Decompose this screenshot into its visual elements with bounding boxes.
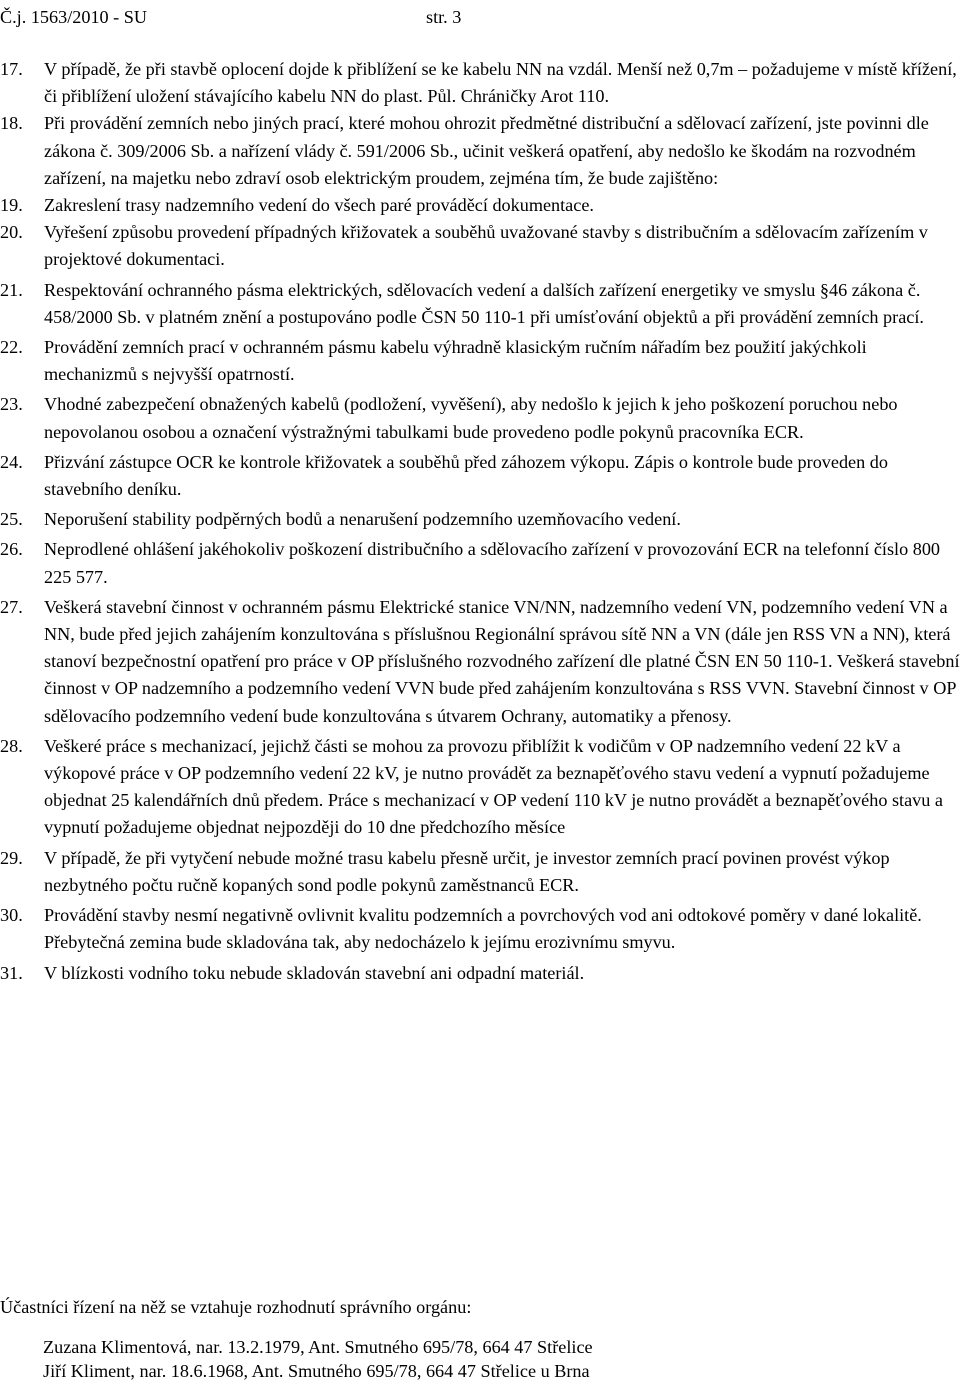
item-text: Neprodlené ohlášení jakéhokoliv poškození distribučního a sdělovacího zařízení v provozování ECR na telefonní číslo 800 225 577. bbox=[44, 539, 941, 587]
list-item bbox=[0, 192, 960, 219]
list-item bbox=[0, 845, 960, 899]
item-number: 26. bbox=[0, 539, 23, 560]
item-text: Zakreslení trasy nadzemního vedení do všech paré prováděcí dokumentace. bbox=[44, 195, 594, 216]
item-number: 27. bbox=[0, 596, 23, 617]
list-item bbox=[0, 110, 960, 192]
list-item bbox=[0, 594, 960, 730]
list-item bbox=[0, 56, 960, 110]
item-number: 22. bbox=[0, 337, 23, 358]
item-number: 30. bbox=[0, 905, 23, 926]
item-text: Provádění zemních prací v ochranném pásmu kabelu výhradně klasickým ručním nářadím bez použití jakýchkoli mechanizmů s nejvyšší opatrností. bbox=[44, 337, 867, 385]
participants-list bbox=[43, 1335, 960, 1383]
item-number: 18. bbox=[0, 113, 23, 134]
list-item bbox=[0, 219, 960, 273]
item-text: V blízkosti vodního toku nebude skladován stavební ani odpadní materiál. bbox=[44, 962, 585, 983]
item-text: Vhodné zabezpečení obnažených kabelů (podložení, vyvěšení), aby nedošlo k jejich k jeho poškození poruchou nebo nepovolanou osobou a označení výstražnými tabulkami bude provedeno podle pokynů pracovníka ECR. bbox=[44, 394, 898, 442]
item-text: Při provádění zemních nebo jiných prací, které mohou ohrozit předmětné distribuční a sdělovací zařízení, jste povinni dle zákona č. 309/2006 Sb. a nařízení vlády č. 591/2006 Sb., učinit veškerá opatření, aby nedošlo ke škodám na rozvodném zařízení, na majetku nebo zdraví osob elektrickým proudem, zejména tím, že bude zajištěno: bbox=[44, 113, 929, 188]
item-number: 31. bbox=[0, 962, 23, 983]
item-number: 21. bbox=[0, 279, 23, 300]
item-text: V případě, že při vytyčení nebude možné trasu kabelu přesně určit, je investor zemních prací povinen provést výkop nezbytného počtu ručně kopaných sond podle pokynů zaměstnanců ECR. bbox=[44, 847, 890, 895]
list-item bbox=[0, 277, 960, 331]
list-item bbox=[0, 536, 960, 590]
item-number: 17. bbox=[0, 59, 23, 79]
item-text: Veškeré práce s mechanizací, jejichž části se mohou za provozu přiblížit k vodičům v OP nadzemního vedení 22 kV a výkopové práce v OP podzemního vedení 22 kV, je nutno provádět za beznapěťového stavu vedení a vypnutí požadujeme objednat 25 kalendářních dnů předem. Práce s mechanizací v OP vedení 110 kV je nutno provádět a beznapěťového stavu a vypnutí požadujeme objednat nejpozději do 10 dne předchozího měsíce bbox=[44, 735, 943, 838]
list-item bbox=[0, 960, 960, 987]
page-header bbox=[0, 4, 960, 28]
conditions-list bbox=[0, 56, 960, 987]
item-number: 19. bbox=[0, 195, 23, 216]
item-number: 29. bbox=[0, 847, 23, 868]
list-item bbox=[0, 506, 960, 533]
item-text: Provádění stavby nesmí negativně ovlivnit kvalitu podzemních a povrchových vod ani odtokové poměry v dané lokalitě. Přebytečná zemina bude skladována tak, aby nedocházelo k jejímu erozivnímu smyvu. bbox=[44, 905, 922, 953]
item-number: 28. bbox=[0, 735, 23, 756]
item-text: Vyřešení způsobu provedení případných křižovatek a souběhů uvažované stavby s distribučním a sdělovacím zařízením v projektové dokumentaci. bbox=[44, 222, 928, 270]
item-text: Přizvání zástupce OCR ke kontrole křižovatek a souběhů před záhozem výkopu. Zápis o kontrole bude proveden do stavebního deníku. bbox=[44, 451, 888, 500]
list-item bbox=[0, 391, 960, 445]
participant: Jiří Kliment, nar. 18.6.1968, Ant. Smutného 695/78, 664 47 Střelice u Brna bbox=[43, 1361, 590, 1381]
item-number: 23. bbox=[0, 394, 23, 415]
item-number: 20. bbox=[0, 222, 23, 243]
list-item bbox=[0, 733, 960, 842]
item-text: Veškerá stavební činnost v ochranném pásmu Elektrické stanice VN/NN, nadzemního vedení VN, podzemního vedení VN a NN, bude před jejich zahájením konzultována s příslušnou Regionální správou sítě NN a VN (dále jen RSS VN a NN), která stanoví bezpečnostní opatření pro práce v OP příslušného rozvodného zařízení dle platné ČSN EN 50 110-1. Veškerá stavební činnost v OP nadzemního a podzemního vedení VVN bude před zahájením konzultována s RSS VVN. Stavební činnost v OP sdělovacího podzemního vedení bude konzultována s útvarem Ochrany, automatiky a přenosy. bbox=[44, 596, 960, 726]
item-text: Respektování ochranného pásma elektrických, sdělovacích vedení a dalších zařízení energetiky ve smyslu §46 zákona č. 458/2000 Sb. v platném znění a postupováno podle ČSN 50 110-1 při umísťování objektů a při provádění zemních prací. bbox=[44, 279, 924, 327]
list-item bbox=[0, 334, 960, 388]
list-item bbox=[0, 902, 960, 956]
item-number: 25. bbox=[0, 509, 23, 530]
list-item bbox=[0, 449, 960, 503]
participants-label: Účastníci řízení na něž se vztahuje rozhodnutí správního orgánu: bbox=[0, 1297, 472, 1317]
item-text: V případě, že při stavbě oplocení dojde k přiblížení se ke kabelu NN na vzdál. Menší než 0,7m – požadujeme v místě křížení, či přiblížení uložení stávajícího kabelu NN do plast. Půl. Chráničky Arot 110. bbox=[44, 59, 957, 107]
page-number: str. 3 bbox=[426, 7, 462, 27]
case-reference: Č.j. 1563/2010 - SU bbox=[0, 7, 148, 27]
participant: Zuzana Klimentová, nar. 13.2.1979, Ant. Smutného 695/78, 664 47 Střelice bbox=[43, 1337, 593, 1357]
item-text: Neporušení stability podpěrných bodů a nenarušení podzemního uzemňovacího vedení. bbox=[44, 509, 681, 530]
item-number: 24. bbox=[0, 451, 23, 472]
